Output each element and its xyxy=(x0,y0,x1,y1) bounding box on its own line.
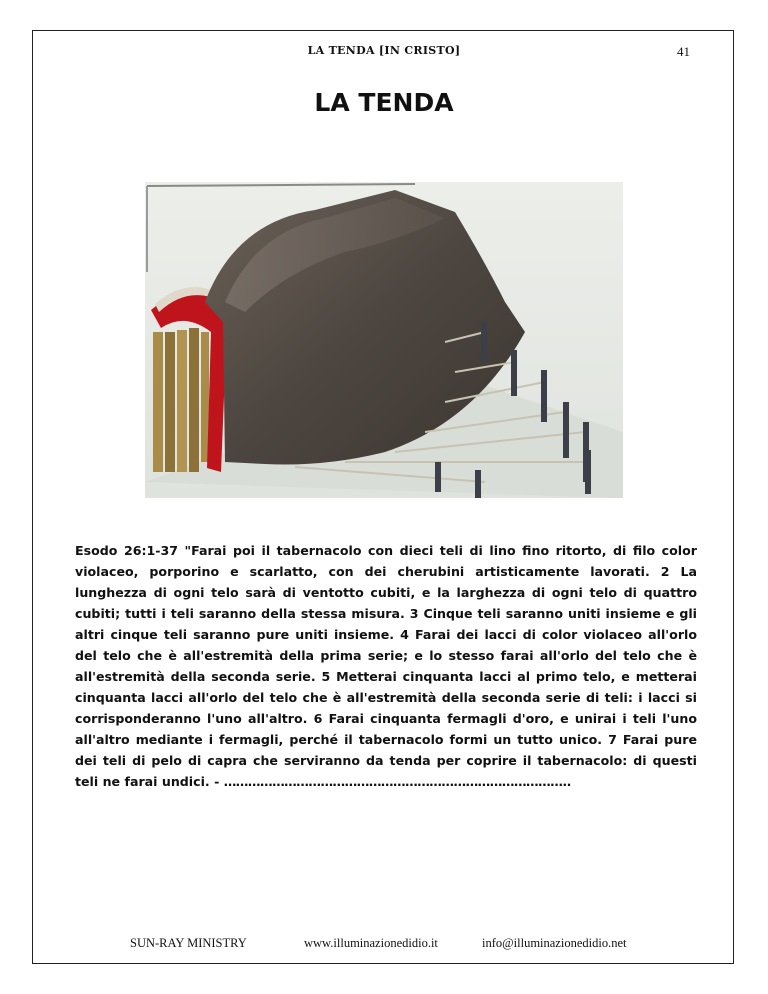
page-number: 41 xyxy=(677,44,690,59)
page-title: LA TENDA xyxy=(314,88,454,117)
footer-ministry: SUN-RAY MINISTRY xyxy=(130,936,247,950)
scripture-reference: Esodo 26:1-37 xyxy=(75,543,179,558)
running-header: LA TENDA [IN CRISTO] xyxy=(307,44,461,57)
scripture-body: "Farai poi il tabernacolo con dieci teli di lino fino ritorto, di filo color violaceo, porporino e scarlatto, con dei cherubini artisticamente lavorati. 2 La lunghezza di ogni telo sarà di ventotto cubiti, e la larghezza di ogni telo di quattro cubiti; tutti i teli saranno della stessa misura. 3 Cinque teli saranno uniti insieme e gli altri cinque teli saranno pure uniti insieme. 4 Farai dei lacci di color violaceo all'orlo del telo che è all'estremità della prima serie; e lo stesso farai all'orlo del telo che è all'estremità della seconda serie. 5 Metterai cinquanta lacci al primo telo, e metterai cinquanta lacci all'orlo del telo che è all'estremità della seconda serie di teli: i lacci si corrisponderanno l'uno all'altro. 6 Farai cinquanta fermagli d'oro, e unirai i teli l'uno all'altro mediante i fermagli, perché il tabernacolo formi un tutto unico. 7 Farai pure dei teli di pelo di capra che serviranno da tenda per coprire il tabernacolo: di questi teli ne farai undici. - xyxy=(75,543,697,789)
footer-website[interactable]: www.illuminazionedidio.it xyxy=(304,936,438,950)
tabernacle-tent-photo xyxy=(145,182,623,498)
scripture-passage xyxy=(75,540,697,792)
footer-email[interactable]: info@illuminazionedidio.net xyxy=(482,936,627,950)
continuation-dots: ………………………………………………………………………….. xyxy=(223,774,571,789)
